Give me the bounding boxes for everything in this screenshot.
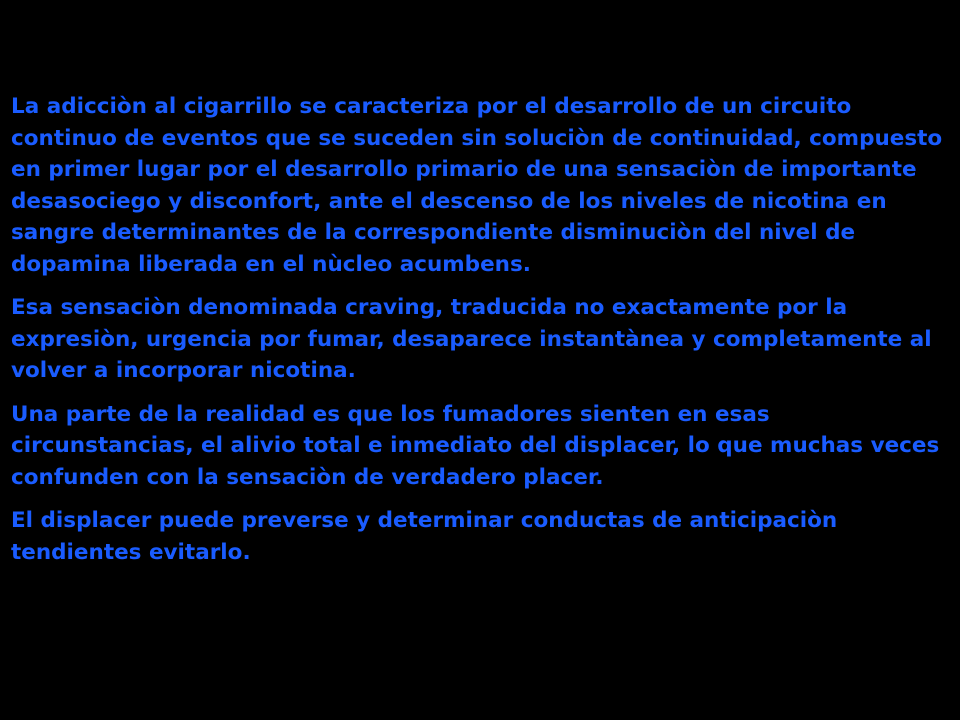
paragraph-relief: Una parte de la realidad es que los fumadores sienten en esas circunstancias, el alivio total e inmediato del displacer, lo que muchas veces confunden con la sensaciòn de verdadero placer. (11, 401, 940, 490)
slide-body (11, 91, 951, 580)
paragraph-anticipation: El displacer puede preverse y determinar conductas de anticipaciòn tendientes evitarlo. (11, 508, 838, 565)
paragraph-addiction-cycle: La adicciòn al cigarrillo se caracteriza por el desarrollo de un circuito continuo de eventos que se suceden sin soluciòn de continuidad, compuesto en primer lugar por el desarrollo primario de una sensaciòn de importante desasociego y disconfort, ante el descenso de los niveles de nicotina en sangre determinantes de la correspondiente disminuciòn del nivel de dopamina liberada en el nùcleo acumbens. (11, 94, 943, 277)
paragraph-craving: Esa sensaciòn denominada craving, traducida no exactamente por la expresiòn, urgencia por fumar, desaparece instantànea y completamente al volver a incorporar nicotina. (11, 295, 932, 383)
